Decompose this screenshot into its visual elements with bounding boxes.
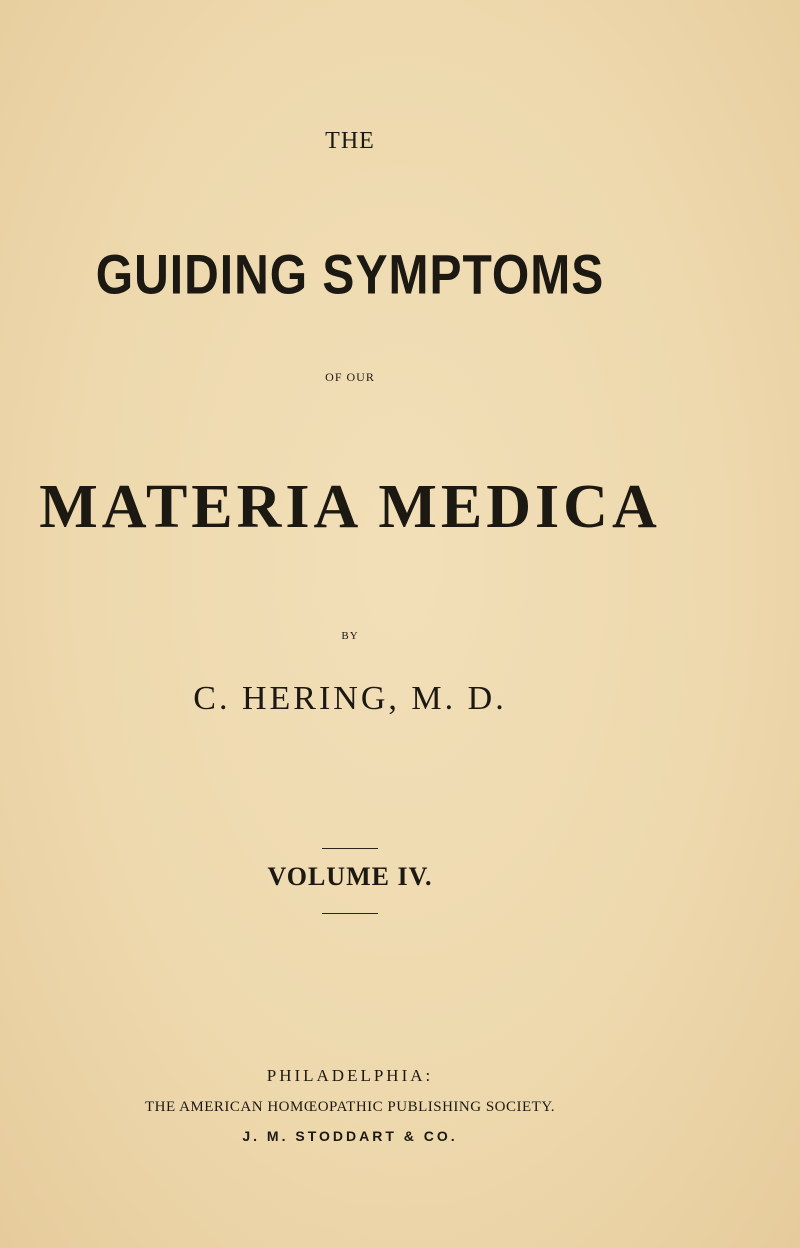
author-name: C. HERING, M. D. (193, 680, 507, 717)
printer-name: J. M. STODDART & CO. (242, 1128, 458, 1144)
publication-city: PHILADELPHIA: (266, 1066, 434, 1085)
title-main: GUIDING SYMPTOMS (95, 245, 605, 306)
publisher-name: THE AMERICAN HOMŒOPATHIC PUBLISHING SOCIETY. (145, 1099, 555, 1115)
title-sub: MATERIA MEDICA (39, 473, 661, 541)
title-of-our: OF OUR (325, 370, 375, 384)
divider-bottom (322, 913, 378, 914)
title-the: THE (325, 128, 375, 154)
volume-label: VOLUME IV. (267, 862, 433, 891)
divider-top (322, 848, 378, 849)
byline-by: BY (341, 630, 359, 642)
